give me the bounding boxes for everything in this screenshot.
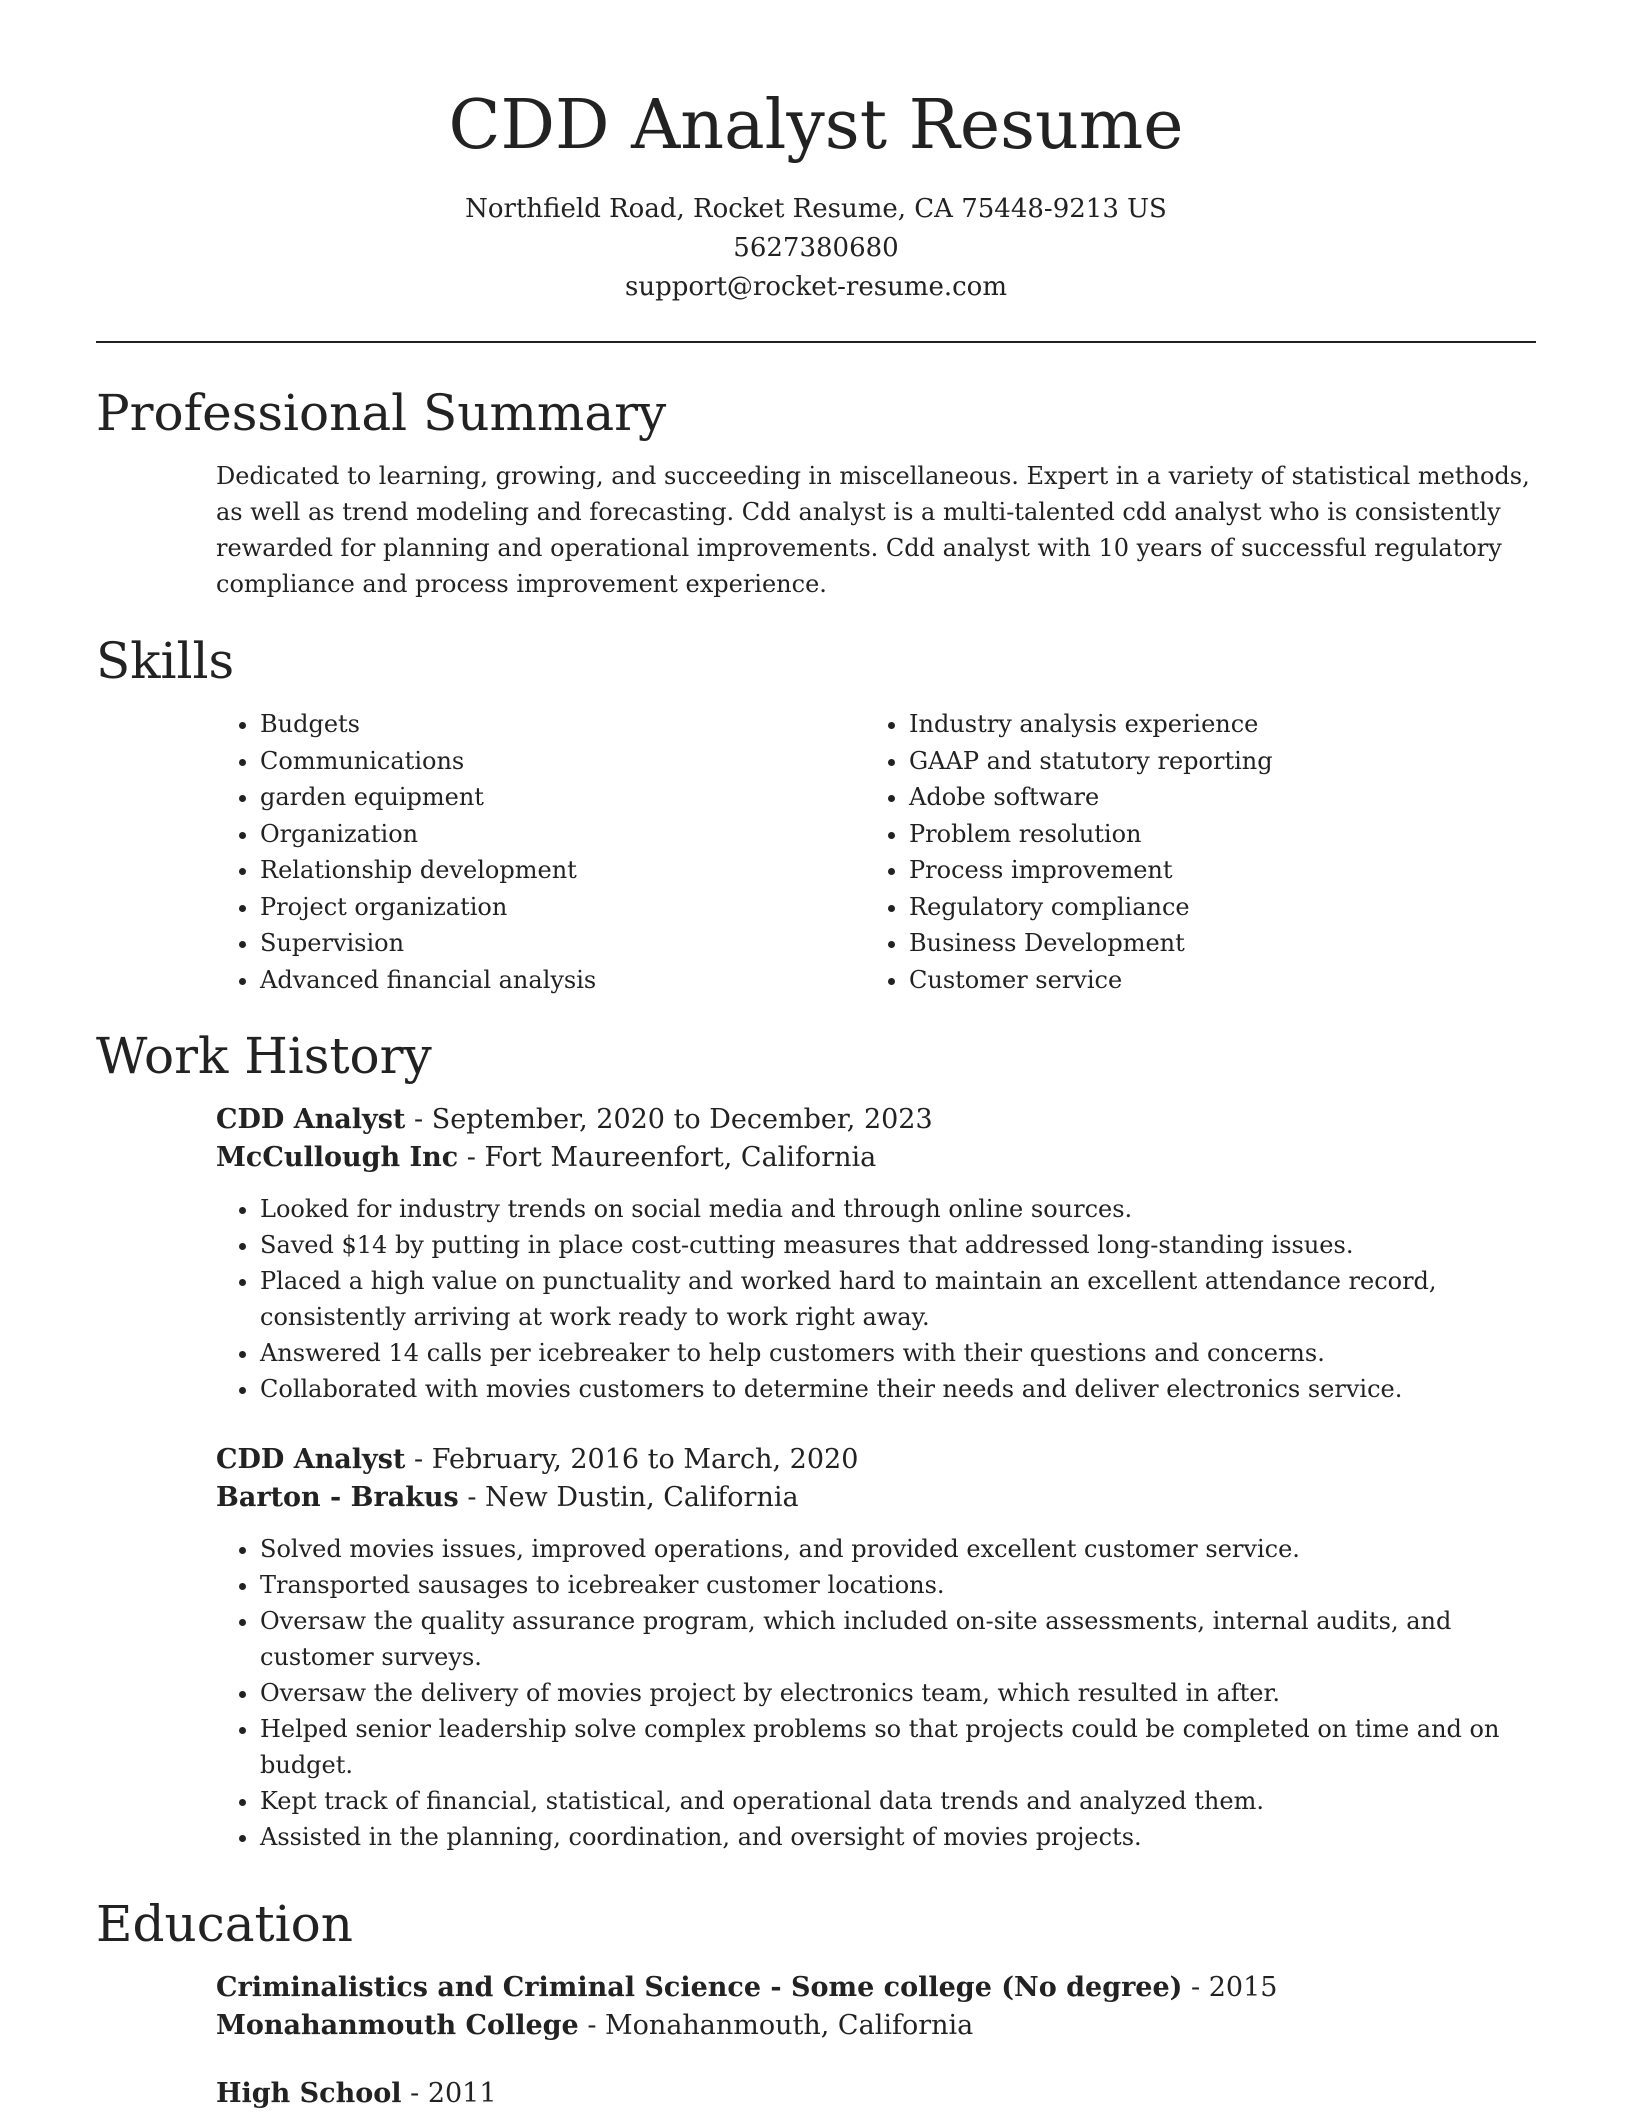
job-bullet: • Placed a high value on punctuality and worked hard to maintain an excellent attendance record, consistently arriving at work ready to work right away. [260, 1263, 1536, 1335]
skill-item: • Project organization [260, 889, 865, 926]
job-bullet: • Looked for industry trends on social media and through online sources. [260, 1191, 1536, 1227]
job-dates: - February, 2016 to March, 2020 [405, 1444, 859, 1475]
summary-heading: Professional Summary [96, 384, 667, 442]
job-bullets [216, 1191, 1536, 1407]
header-divider [96, 341, 1536, 343]
skill-item: • Organization [260, 816, 865, 853]
job-bullet: • Saved $14 by putting in place cost-cutting measures that addressed long-standing issues. [260, 1227, 1536, 1263]
skills-columns [216, 706, 1536, 998]
job-dates: - September, 2020 to December, 2023 [405, 1104, 933, 1135]
job-bullet: • Transported sausages to icebreaker customer locations. [260, 1567, 1536, 1603]
job-location: - Fort Maureenfort, California [458, 1142, 877, 1173]
skills-section [96, 630, 1536, 998]
skill-item: • GAAP and statutory reporting [909, 743, 1514, 780]
work-history-section [96, 1025, 1536, 1855]
job-bullet: • Kept track of financial, statistical, and operational data trends and analyzed them. [260, 1783, 1536, 1819]
summary-text: Dedicated to learning, growing, and succeeding in miscellaneous. Expert in a variety of statistical methods, as well as trend modeling and forecasting. Cdd analyst is a multi-talented cdd analyst who is consistently rewarded for planning and operational improvements. Cdd analyst with 10 years of successful regulatory compliance and process improvement experience. [216, 462, 1530, 598]
education-location: - Monahanmouth, California [578, 2010, 974, 2041]
job-bullet: • Collaborated with movies customers to determine their needs and deliver electronics service. [260, 1371, 1536, 1407]
job-entry [216, 1101, 1536, 1407]
job-title: CDD Analyst [216, 1444, 406, 1475]
job-bullet: • Solved movies issues, improved operations, and provided excellent customer service. [260, 1531, 1536, 1567]
skill-item: • Budgets [260, 706, 865, 743]
education-year: - 2015 [1182, 1972, 1278, 2003]
education-degree: High School [216, 2078, 402, 2109]
skill-item: • Relationship development [260, 852, 865, 889]
education-heading: Education [96, 1895, 353, 1953]
job-title: CDD Analyst [216, 1104, 406, 1135]
skill-item: • Communications [260, 743, 865, 780]
contact-address: Northfield Road, Rocket Resume, CA 75448-9213 US [465, 194, 1167, 224]
job-bullets [216, 1531, 1536, 1855]
job-entry [216, 1441, 1536, 1855]
skill-item: • Customer service [909, 962, 1514, 999]
job-company: McCullough Inc [216, 1142, 459, 1173]
skill-item: • Business Development [909, 925, 1514, 962]
job-bullet: • Oversaw the delivery of movies project by electronics team, which resulted in after. [260, 1675, 1536, 1711]
job-bullet: • Helped senior leadership solve complex problems so that projects could be completed on time and on budget. [260, 1711, 1536, 1783]
skill-item: • Problem resolution [909, 816, 1514, 853]
job-bullet: • Oversaw the quality assurance program, which included on-site assessments, internal audits, and customer surveys. [260, 1603, 1536, 1675]
summary-section [96, 382, 1536, 602]
skill-item: • Industry analysis experience [909, 706, 1514, 743]
skills-right-list [865, 706, 1514, 998]
resume-title: CDD Analyst Resume [448, 86, 1184, 165]
skill-item: • Process improvement [909, 852, 1514, 889]
education-degree-line [216, 2075, 1536, 2113]
education-entry [216, 1969, 1536, 2045]
job-title-line [216, 1441, 1536, 1479]
job-company-line [216, 1139, 1536, 1177]
education-degree: Criminalistics and Criminal Science - Some college (No degree) [216, 1972, 1183, 2003]
education-school-line [216, 2007, 1536, 2045]
education-school: Monahanmouth College [216, 2010, 579, 2041]
job-company: Barton - Brakus [216, 1482, 459, 1513]
skill-item: • Regulatory compliance [909, 889, 1514, 926]
skills-heading: Skills [96, 632, 235, 690]
education-section [96, 1893, 1536, 2113]
job-bullet: • Assisted in the planning, coordination, and oversight of movies projects. [260, 1819, 1536, 1855]
work-history-heading: Work History [96, 1027, 432, 1085]
skill-item: • Adobe software [909, 779, 1514, 816]
skill-item: • garden equipment [260, 779, 865, 816]
job-bullet: • Answered 14 calls per icebreaker to help customers with their questions and concerns. [260, 1335, 1536, 1371]
skills-left-list [216, 706, 865, 998]
contact-info [0, 190, 1632, 307]
job-title-line [216, 1101, 1536, 1139]
contact-phone: 5627380680 [733, 233, 899, 263]
skill-item: • Supervision [260, 925, 865, 962]
skill-item: • Advanced financial analysis [260, 962, 865, 999]
education-entry [216, 2075, 1536, 2113]
education-degree-line [216, 1969, 1536, 2007]
education-year: - 2011 [401, 2078, 497, 2109]
resume-header [0, 84, 1632, 307]
job-company-line [216, 1479, 1536, 1517]
contact-email: support@rocket-resume.com [624, 272, 1007, 302]
job-location: - New Dustin, California [458, 1482, 799, 1513]
